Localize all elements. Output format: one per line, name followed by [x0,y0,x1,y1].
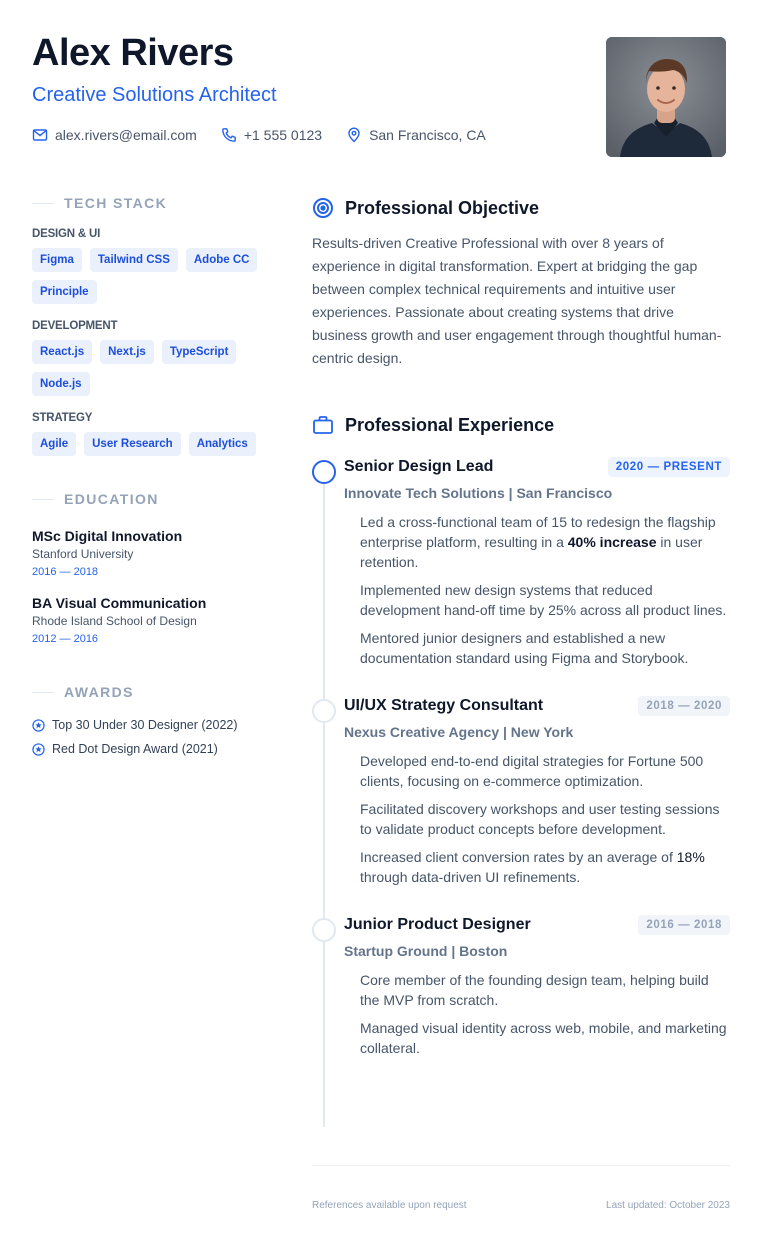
tech-group-label: DEVELOPMENT [32,320,118,332]
job-bullet: Core member of the founding design team, helping build the MVP from scratch. [360,972,709,1008]
skill-tag: Adobe CC [186,248,258,272]
skill-tag: Next.js [100,340,154,364]
mail-icon [32,127,48,143]
job-period-badge: 2016 — 2018 [638,915,730,935]
job-company: Nexus Creative Agency | New York [344,724,574,740]
last-updated: Last updated: October 2023 [606,1200,730,1211]
education-item [32,528,272,578]
education-item [32,595,272,645]
tech-group-strategy [32,412,272,456]
tech-group-development [32,320,272,396]
degree-title: MSc Digital Innovation [32,528,183,544]
education-years: 2012 — 2016 [32,633,99,645]
tech-group-label: DESIGN & UI [32,228,101,240]
job-entry [312,696,730,887]
skill-tag: Agile [32,432,76,456]
skill-tag: React.js [32,340,92,364]
education-heading: EDUCATION [32,490,272,508]
award-item [32,737,272,761]
contact-email[interactable] [32,127,197,143]
skill-tag: Figma [32,248,82,272]
phone-text: +1 555 0123 [243,127,323,143]
job-company: Startup Ground | Boston [344,943,508,959]
award-item [32,713,272,737]
job-period-badge: 2018 — 2020 [638,696,730,716]
job-bullet: Implemented new design systems that reduced development hand-off time by 25% across all product lines. [360,582,727,618]
references-note: References available upon request [312,1200,467,1211]
objective-title: Professional Objective [345,197,540,218]
tech-group-design [32,228,272,304]
awards-list [32,713,272,761]
tech-group-label: STRATEGY [32,412,93,424]
candidate-name: Alex Rivers [32,32,234,74]
job-title: Junior Product Designer [344,916,531,933]
timeline-dot [312,918,336,942]
experience-timeline [312,457,730,1058]
candidate-role: Creative Solutions Architect [32,84,277,106]
job-bullet: Developed end-to-end digital strategies for Fortune 500 clients, focusing on e-commerce optimization. [360,753,704,789]
award-star-icon [32,719,45,732]
map-pin-icon [346,127,362,143]
job-bullet: Led a cross-functional team of 15 to redesign the flagship enterprise platform, resulting in a 40% increase in user retention. [360,514,716,570]
awards-heading: AWARDS [32,683,272,701]
job-bullet: Increased client conversion rates by an average of 18% through data-driven UI refinements. [360,849,705,885]
contact-location [346,127,486,143]
award-star-icon [32,743,45,756]
job-title: Senior Design Lead [344,458,494,475]
location-text: San Francisco, CA [369,127,486,143]
award-text: Red Dot Design Award (2021) [52,742,218,756]
timeline-dot-active [312,460,336,484]
skill-tag: Node.js [32,372,90,396]
school-name: Stanford University [32,547,134,561]
skill-tag: Analytics [189,432,256,456]
skill-tag: Tailwind CSS [90,248,178,272]
phone-icon [221,127,237,143]
profile-photo [606,37,726,157]
job-bullet: Mentored junior designers and established a new documentation standard using Figma and Storybook. [360,630,689,666]
resume-footer [312,1165,730,1211]
main-column [312,196,730,1066]
skill-tag: TypeScript [162,340,237,364]
timeline-dot [312,699,336,723]
job-bullet: Managed visual identity across web, mobile, and marketing collateral. [360,1020,727,1056]
contact-phone[interactable] [221,127,322,143]
sidebar-column [32,194,272,761]
job-title: UI/UX Strategy Consultant [344,697,544,714]
resume-header [32,30,592,143]
email-text: alex.rivers@email.com [55,127,197,143]
briefcase-icon [312,414,334,436]
tech-stack-heading: TECH STACK [32,194,272,212]
education-years: 2016 — 2018 [32,566,99,578]
contact-info [32,127,592,143]
skill-tag: User Research [84,432,181,456]
job-entry [312,457,730,668]
job-company: Innovate Tech Solutions | San Francisco [344,485,613,501]
job-period-badge: 2020 — PRESENT [608,457,730,477]
school-name: Rhode Island School of Design [32,614,197,628]
objective-text: Results-driven Creative Professional with over 8 years of experience in digital transformation. Expert at bridging the gap between complex technical requirements and intuitive user experiences. Passionate about creating systems that drive business growth and user engagement through thoughtful human-centric design. [312,235,722,366]
award-text: Top 30 Under 30 Designer (2022) [52,718,238,732]
skill-tag: Principle [32,280,97,304]
target-icon [312,197,334,219]
experience-heading [312,413,730,437]
objective-heading [312,196,730,220]
degree-title: BA Visual Communication [32,595,207,611]
job-entry [312,915,730,1058]
job-bullet: Facilitated discovery workshops and user testing sessions to validate product concepts before development. [360,801,720,837]
experience-title: Professional Experience [345,414,555,435]
